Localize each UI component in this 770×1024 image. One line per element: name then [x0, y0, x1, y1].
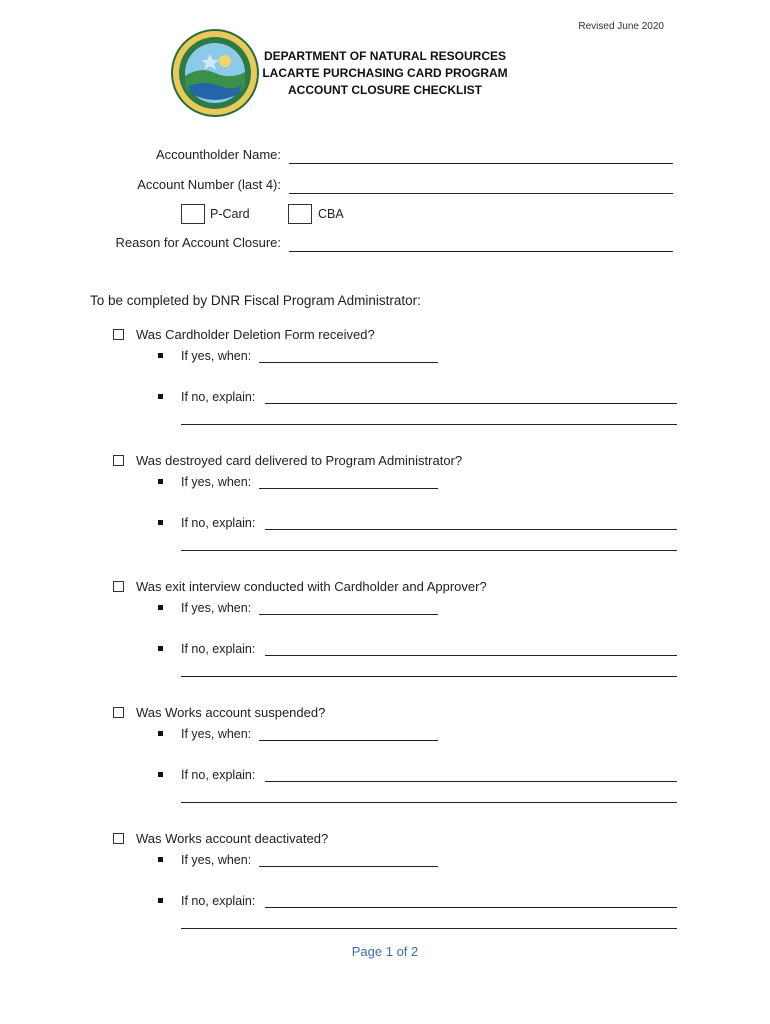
accountholder-name-label: Accountholder Name: — [155, 147, 281, 162]
bullet-icon — [158, 520, 163, 525]
page-number: Page 1 of 2 — [351, 944, 419, 959]
question-text: Was destroyed card delivered to Program Administrator? — [136, 453, 463, 468]
if-no-field-continued[interactable] — [181, 802, 677, 803]
form-header — [230, 48, 540, 99]
if-no-field[interactable] — [265, 403, 677, 404]
bullet-icon — [158, 857, 163, 862]
if-no-field-continued[interactable] — [181, 424, 677, 425]
pcard-label: P-Card — [210, 207, 250, 221]
pcard-checkbox[interactable] — [181, 204, 205, 224]
if-yes-field[interactable] — [259, 488, 438, 489]
bullet-icon — [158, 646, 163, 651]
question-text: Was Works account deactivated? — [136, 831, 329, 846]
revised-date: Revised June 2020 — [578, 21, 664, 32]
if-yes-field[interactable] — [259, 614, 438, 615]
if-no-field[interactable] — [265, 907, 677, 908]
if-yes-label: If yes, when: — [181, 853, 252, 867]
if-yes-label: If yes, when: — [181, 601, 252, 615]
account-number-label: Account Number (last 4): — [137, 177, 281, 192]
question-checkbox[interactable] — [113, 707, 124, 718]
reason-field[interactable] — [289, 251, 673, 252]
cba-label: CBA — [318, 207, 344, 221]
if-yes-label: If yes, when: — [181, 475, 252, 489]
accountholder-name-field[interactable] — [289, 163, 673, 164]
bullet-icon — [158, 353, 163, 358]
account-number-field[interactable] — [289, 193, 673, 194]
question-checkbox[interactable] — [113, 581, 124, 592]
if-no-field-continued[interactable] — [181, 550, 677, 551]
header-line-2: LACARTE PURCHASING CARD PROGRAM — [262, 66, 508, 80]
if-yes-field[interactable] — [259, 866, 438, 867]
if-no-field-continued[interactable] — [181, 676, 677, 677]
if-yes-field[interactable] — [259, 740, 438, 741]
if-no-label: If no, explain: — [181, 768, 256, 782]
if-no-field[interactable] — [265, 655, 677, 656]
if-yes-field[interactable] — [259, 362, 438, 363]
bullet-icon — [158, 394, 163, 399]
header-line-3: ACCOUNT CLOSURE CHECKLIST — [288, 83, 482, 97]
question-text: Was Works account suspended? — [136, 705, 326, 720]
if-yes-label: If yes, when: — [181, 727, 252, 741]
question-text: Was exit interview conducted with Cardholder and Approver? — [136, 579, 487, 594]
bullet-icon — [158, 772, 163, 777]
question-text: Was Cardholder Deletion Form received? — [136, 327, 375, 342]
reason-label: Reason for Account Closure: — [115, 235, 281, 250]
if-no-label: If no, explain: — [181, 516, 256, 530]
if-no-label: If no, explain: — [181, 894, 256, 908]
if-no-label: If no, explain: — [181, 390, 256, 404]
cba-checkbox[interactable] — [288, 204, 312, 224]
question-checkbox[interactable] — [113, 329, 124, 340]
question-checkbox[interactable] — [113, 455, 124, 466]
section-title: To be completed by DNR Fiscal Program Administrator: — [90, 293, 421, 308]
if-yes-label: If yes, when: — [181, 349, 252, 363]
bullet-icon — [158, 479, 163, 484]
if-no-field[interactable] — [265, 781, 677, 782]
bullet-icon — [158, 605, 163, 610]
bullet-icon — [158, 731, 163, 736]
question-checkbox[interactable] — [113, 833, 124, 844]
header-line-1: DEPARTMENT OF NATURAL RESOURCES — [263, 49, 506, 63]
if-no-label: If no, explain: — [181, 642, 256, 656]
bullet-icon — [158, 898, 163, 903]
if-no-field[interactable] — [265, 529, 677, 530]
if-no-field-continued[interactable] — [181, 928, 677, 929]
